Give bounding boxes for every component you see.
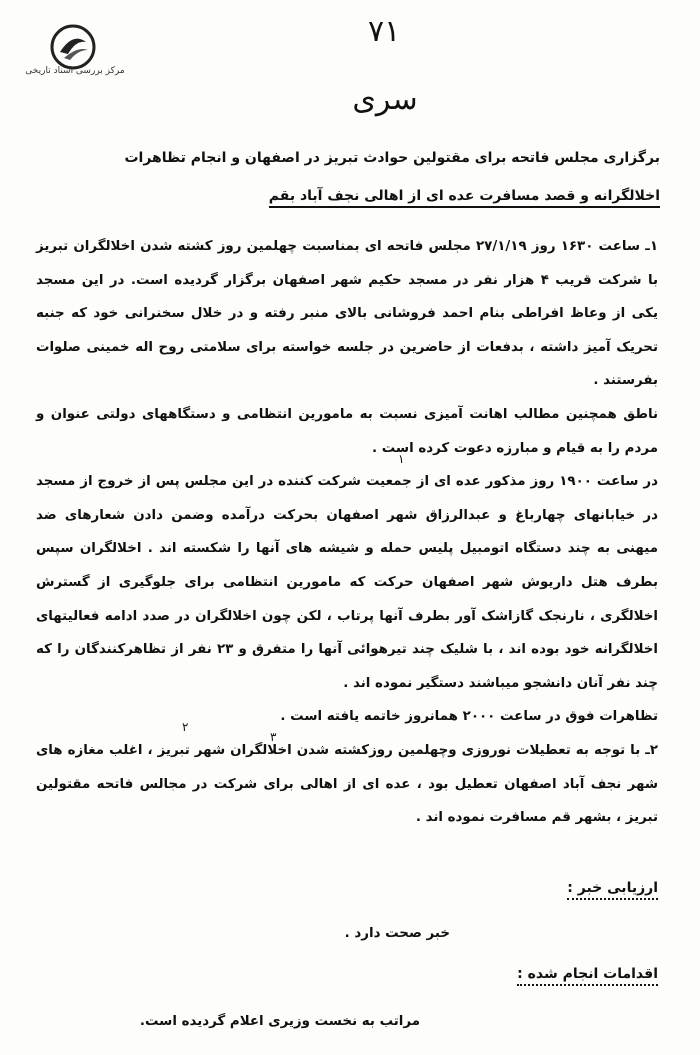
source-assessment-label: ارزیابی خبر : xyxy=(567,880,658,900)
source-assessment-value: خبر صحت دارد . xyxy=(344,926,450,941)
paragraph-3: در ساعت ۱۹۰۰ روز مذکور عده ای از جمعیت شرکت کننده در این مجلس پس از خروج از مسجد در خیابانهای چهارباغ و عبدالرزاق شهر اصفهان بحرکت درآمده وضمن دادن شعارهای ضد میهنی به چند دستگاه اتومبیل پلیس حمله و شیشه های آنها را شکسته اند . اخلالگران سپس بطرف هتل داریوش شهر اصفهان حرکت که مامورین انتظامی برای جلوگیری از گسترش اخلالگری ، نارنجک گازاشک آور بطرف آنها پرتاب ، لکن چون اخلالگران در صدد ادامه فعالیتهای اخلالگرانه خود بوده اند ، با شلیک چند تیرهوائی آنها را متفرق و ۲۳ نفر از تظاهرکنندگان را که چند نفر آنان دانشجو میباشند دستگیر نموده اند . xyxy=(36,474,658,691)
page-number: ۷۱ xyxy=(368,14,401,49)
paragraph-1: ۱ـ ساعت ۱۶۳۰ روز ۲۷/۱/۱۹ مجلس فاتحه ای بمناسبت چهلمین روز کشته شدن اخلالگران تبریز با شرکت قریب ۴ هزار نفر در مسجد حکیم شهر اصفهان برگزار گردیده است. در این مسجد یکی از وعاظ افراطی بنام احمد فروشانی بالای منبر رفته و در خلال سخنرانی خود که جنبه تحریک آمیز داشته ، بدفعات از حاضرین در جلسه خواسته برای سلامتی روح اله خمینی صلوات بفرستند . xyxy=(36,239,659,389)
margin-mark-3: ۳ xyxy=(270,730,277,744)
source-assessment-heading xyxy=(567,880,658,896)
actions-taken-value: مراتب به نخست وزیری اعلام گردیده است. xyxy=(139,1014,420,1029)
paragraph-2: ناطق همچنین مطالب اهانت آمیزی نسبت به مامورین انتظامی و دستگاههای دولتی عنوان و مردم را به قیام و مبارزه دعوت کرده است . xyxy=(36,406,658,456)
actions-taken-heading xyxy=(517,966,658,982)
subject-line-2 xyxy=(269,188,660,204)
watermark-org-name: مرکز بررسی اسناد تاریخی xyxy=(25,66,125,76)
margin-mark-2: ۲ xyxy=(182,720,189,734)
report-body xyxy=(36,230,658,835)
subject-line-1: برگزاری مجلس فاتحه برای مقتولین حوادث تبریز در اصفهان و انجام تظاهرات xyxy=(124,150,660,166)
margin-mark-1: ۱ xyxy=(398,452,405,466)
paragraph-5: ۲ـ با توجه به تعطیلات نوروزی وچهلمین روزکشته شدن اخلالگران شهر تبریز ، اغلب مغازه های شهر نجف آباد اصفهان تعطیل بود ، عده ای از اهالی برای شرکت در مجالس فاتحه مقتولین تبریز ، بشهر قم مسافرت نموده اند . xyxy=(36,742,658,826)
archive-logo-icon xyxy=(50,24,96,70)
classification-stamp: سری xyxy=(352,82,418,117)
actions-taken-label: اقدامات انجام شده : xyxy=(517,966,658,986)
paragraph-4: تظاهرات فوق در ساعت ۲۰۰۰ همانروز خاتمه یافته است . xyxy=(280,709,658,725)
subject-line-2-text: اخلالگرانه و قصد مسافرت عده ای از اهالی نجف آباد بقم xyxy=(269,188,660,208)
